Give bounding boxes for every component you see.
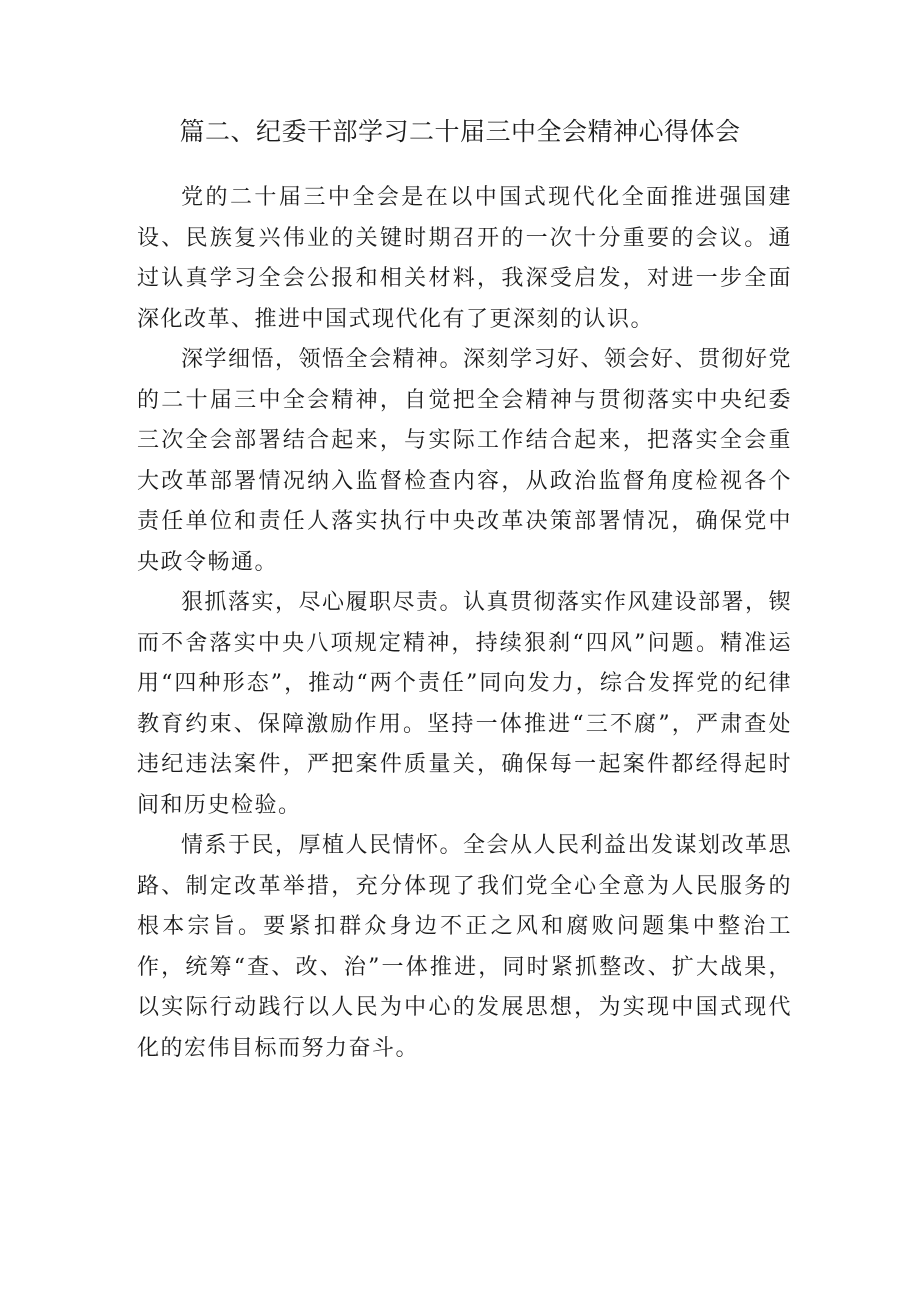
paragraph-intro: 党的二十届三中全会是在以中国式现代化全面推进强国建设、民族复兴伟业的关键时期召开的一次十分重要的会议。通过认真学习全会公报和相关材料，我深受启发，对进一步全面深化改革、推进中国式现代化有了更深刻的认识。 (137, 185, 792, 332)
document-body (137, 178, 792, 1069)
paragraph-people: 情系于民，厚植人民情怀。全会从人民利益出发谋划改革思路、制定改革举措，充分体现了我们党全心全意为人民服务的根本宗旨。要紧扣群众身边不正之风和腐败问题集中整治工作，统筹“查、改、治”一体推进，同时紧抓整改、扩大战果，以实际行动践行以人民为中心的发展思想，为实现中国式现代化的宏伟目标而努力奋斗。 (137, 833, 793, 1061)
paragraph-study: 深学细悟，领悟全会精神。深刻学习好、领会好、贯彻好党的二十届三中全会精神，自觉把全会精神与贯彻落实中央纪委三次全会部署结合起来，与实际工作结合起来，把落实全会重大改革部署情况纳入监督检查内容，从政治监督角度检视各个责任单位和责任人落实执行中央改革决策部署情况，确保党中央政令畅通。 (137, 347, 793, 575)
document-title: 篇二、纪委干部学习二十届三中全会精神心得体会 (179, 117, 741, 146)
paragraph-implement: 狠抓落实，尽心履职尽责。认真贯彻落实作风建设部署，锲而不舍落实中央八项规定精神，持续狠刹“四风”问题。精准运用“四种形态”，推动“两个责任”同向发力，综合发挥党的纪律教育约束、保障激励作用。坚持一体推进“三不腐”，严肃查处违纪违法案件，严把案件质量关，确保每一起案件都经得起时间和历史检验。 (137, 590, 793, 818)
